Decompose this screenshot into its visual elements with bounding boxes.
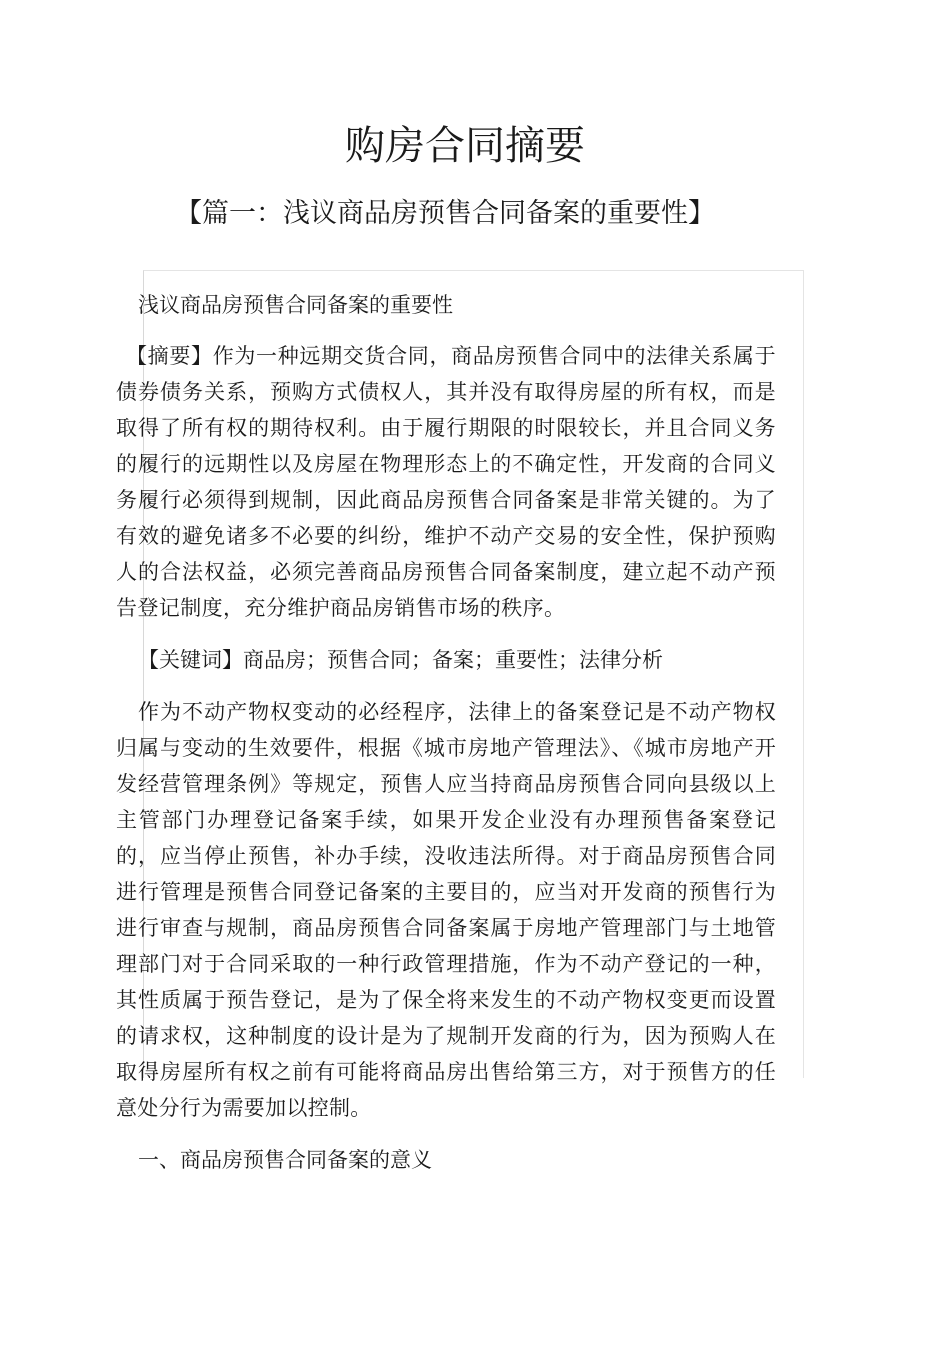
abstract-paragraph: 【摘要】作为一种远期交货合同，商品房预售合同中的法律关系属于债券债务关系，预购方式债权人，其并没有取得房屋的所有权，而是取得了所有权的期待权利。由于履行期限的时限较长，并且合同义务的履行的远期性以及房屋在物理形态上的不确定性，开发商的合同义务履行必须得到规制，因此商品房预售合同备案是非常关键的。为了有效的避免诸多不必要的纠纷，维护不动产交易的安全性，保护预购人的合法权益，必须完善商品房预售合同备案制度，建立起不动产预告登记制度，充分维护商品房销售市场的秩序。 bbox=[116, 344, 776, 620]
section-heading: 一、商品房预售合同备案的意义 bbox=[138, 1148, 432, 1172]
document-subtitle: 【篇一：浅议商品房预售合同备案的重要性】 bbox=[175, 198, 715, 229]
keywords-paragraph: 【关键词】商品房；预售合同；备案；重要性；法律分析 bbox=[138, 648, 663, 672]
body-paragraph: 作为不动产物权变动的必经程序，法律上的备案登记是不动产物权归属与变动的生效要件，根据《城市房地产管理法》、《城市房地产开发经营管理条例》等规定，预售人应当持商品房预售合同向县级以上主管部门办理登记备案手续，如果开发企业没有办理预售备案登记的，应当停止预售，补办手续，没收违法所得。对于商品房预售合同进行管理是预售合同登记备案的主要目的，应当对开发商的预售行为进行审查与规制，商品房预售合同备案属于房地产管理部门与土地管理部门对于合同采取的一种行政管理措施，作为不动产登记的一种，其性质属于预告登记，是为了保全将来发生的不动产物权变更而设置的请求权，这种制度的设计是为了规制开发商的行为，因为预购人在取得房屋所有权之前有可能将商品房出售给第三方，对于预售方的任意处分行为需要加以控制。 bbox=[116, 700, 776, 1120]
article-heading: 浅议商品房预售合同备案的重要性 bbox=[138, 293, 453, 317]
document-title: 购房合同摘要 bbox=[345, 123, 585, 169]
article-body bbox=[116, 287, 776, 1178]
